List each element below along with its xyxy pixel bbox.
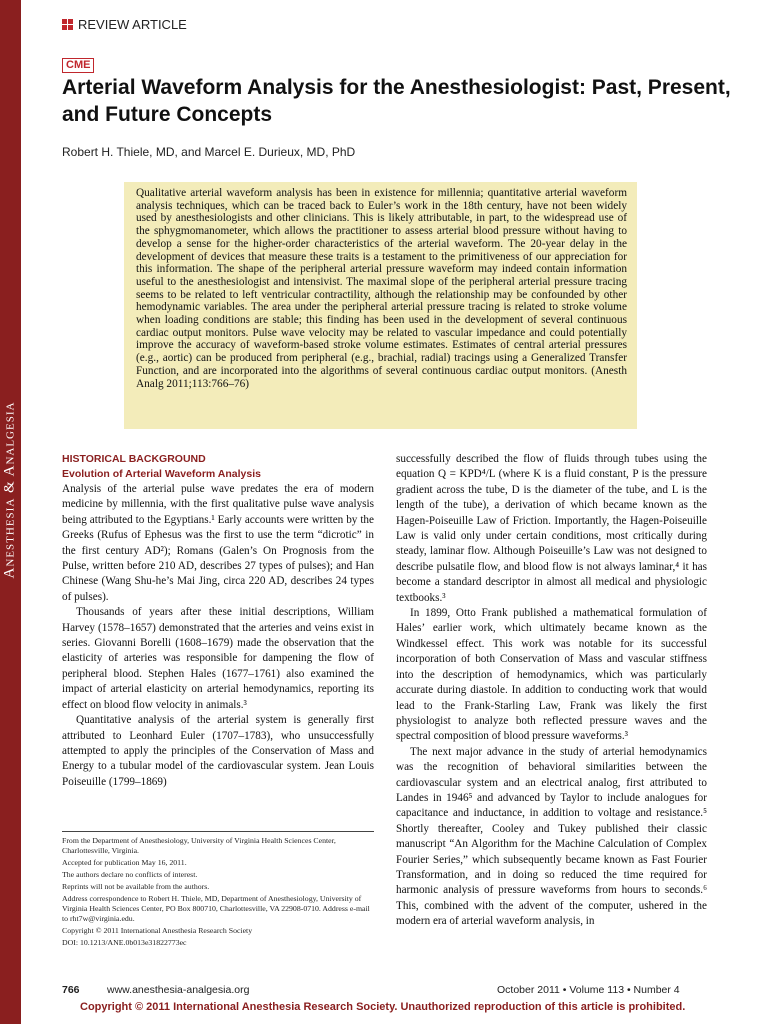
footnote-conflicts: The authors declare no conflicts of interest. xyxy=(62,870,198,879)
cme-badge: CME xyxy=(62,58,94,73)
body-paragraph: Thousands of years after these initial descriptions, William Harvey (1578–1657) demonstrated that the arteries and veins exist in series. Giovanni Borelli (1608–1679) made the observation that the elasticity of arteries was responsible for dampening the flow of peripheral blood. Stephen Hales (1677–1761) also examined the impact of arterial elasticity on arterial hemodynamics, reporting its effect on blood flow velocity in animals.³ xyxy=(62,606,374,711)
review-grid-icon xyxy=(62,19,73,30)
journal-website[interactable]: www.anesthesia-analgesia.org xyxy=(107,984,250,996)
page-number: 766 xyxy=(62,984,80,996)
body-paragraph: In 1899, Otto Frank published a mathematical formulation of Hales’ earlier work, which ultimately became known as the Windkessel effect. This work was notable for its successful incorporation of both Conservation of Mass and vascular stiffness into the description of hemodynamics, which was particularly accurate during diastole. In addition to conducting work that would lead to the Frank-Starling Law, Frank was likely the first physiologist to analyze both reflected pressure waves and the spectral composition of blood pressure waveforms.³ xyxy=(396,607,707,743)
article-title: Arterial Waveform Analysis for the Anesthesiologist: Past, Present, and Future Concepts xyxy=(62,76,731,126)
footnote-correspondence: Address correspondence to Robert H. Thiele, MD, Department of Anesthesiology, University of Virginia Health Sciences Center, PO Box 800710, Charlottesville, VA 22908-0710. Address e-mail to rht7w@virginia.edu. xyxy=(62,894,370,923)
body-paragraph: The next major advance in the study of arterial hemodynamics was the recognition of behavioral similarities between the cardiovascular system and an electrical analog, first attributed to Landes in 1946⁵ and advanced by Taylor to include analogues for capacitance and inductance, in addition to voltage and resistance.⁵ Shortly thereafter, Cooley and Tukey published their classic manuscript “An Algorithm for the Machine Calculation of Complex Fourier Series,” which subsequently became known as Fast Fourier Transformation, and in doing so reduced the time required for harmonic analysis of pressure waveforms from hours to seconds.⁶ This, combined with the advent of the computer, ushered in the modern era of arterial waveform analysis, in xyxy=(396,745,707,928)
section-heading: HISTORICAL BACKGROUND xyxy=(62,453,206,465)
body-paragraph: Quantitative analysis of the arterial system is generally first attributed to Leonhard Euler (1707–1783), who unsuccessfully attempted to apply the principles of the Conservation of Mass and Energy to a tubular model of the cardiovascular system. Jean Louis Poiseuille (1799–1869) xyxy=(62,714,374,788)
journal-name: Anesthesia & Analgesia xyxy=(1,401,18,579)
footnote-doi: DOI: 10.1213/ANE.0b013e31822773ec xyxy=(62,938,187,947)
journal-sidebar xyxy=(0,0,21,1024)
subsection-heading: Evolution of Arterial Waveform Analysis xyxy=(62,468,261,480)
abstract-box: Qualitative arterial waveform analysis has been in existence for millennia; quantitative arterial waveform analysis techniques, which can be traced back to Euler’s work in the 18th century, have not been widely used by anesthesiologists and other clinicians. This is likely attributable, in part, to the widespread use of the sphygmomanometer, which allows the practitioner to assess arterial blood pressure without having to develop a sense for the higher-order characteristics of the arterial waveform. The 20-year delay in the development of devices that measure these traits is a testament to the primitiveness of our appreciation for this information. The shape of the peripheral arterial pressure waveform may indeed contain information useful to the anesthesiologist and intensivist. The maximal slope of the peripheral arterial pressure tracing seems to be related to left ventricular contractility, although the relationship may be confounded by other hemodynamic variables. The area under the peripheral arterial pressure tracing is related to stroke volume when loading conditions are stable; this finding has been used in the development of several continuous cardiac output monitors. Pulse wave velocity may be related to vascular impedance and could potentially improve the accuracy of waveform-based stroke volume estimates. Estimates of central arterial pressures (e.g., aortic) can be produced from peripheral (e.g., brachial, radial) tracings using a Generalized Transfer Function, and are incorporated into the algorithms of several continuous cardiac output monitors. (Anesth Analg 2011;113:766–76) xyxy=(124,182,637,429)
copyright-notice: Copyright © 2011 International Anesthesia Research Society. Unauthorized reproduction of this article is prohibited. xyxy=(80,1001,686,1013)
issue-info: October 2011 • Volume 113 • Number 4 xyxy=(497,984,680,996)
footnote-accepted: Accepted for publication May 16, 2011. xyxy=(62,858,187,867)
right-column xyxy=(396,452,707,960)
section-label-text: REVIEW ARTICLE xyxy=(78,17,187,32)
body-paragraph: successfully described the flow of fluids through tubes using the equation Q = KPD⁴/L (where K is a fluid constant, P is the pressure gradient across the tube, D is the diameter of the tube, and L is the length of the tube), a derivation of which became known as the Hagen-Poiseuille Law of Friction. Importantly, the Hagen-Poiseuille Law is valid only under certain conditions, most critically during steady, laminar flow. Although Poiseuille’s Law was not designed to describe pulsatile flow, and blood flow is not always laminar,⁴ it has become a standard descriptor in almost all medical and physiologic textbooks.³ xyxy=(396,453,707,604)
footnote-reprints: Reprints will not be available from the authors. xyxy=(62,882,210,891)
left-column xyxy=(62,452,374,838)
footnote-copyright: Copyright © 2011 International Anesthesia Research Society xyxy=(62,926,253,935)
author-list: Robert H. Thiele, MD, and Marcel E. Durieux, MD, PhD xyxy=(62,145,356,159)
body-paragraph: Analysis of the arterial pulse wave predates the era of modern medicine by millennia, with the first qualitative pulse wave analysis being attributed to the Egyptians.¹ Early accounts were written by the Greeks (Rufus of Ephesus was the first to use the term “dicrotic” in the first century AD²); Romans (Galen’s On Prognosis from the Pulse, written before 210 AD, describes 27 types of pulses); and Han Chinese (Wang Shu-he’s Mai Jing, circa 220 AD, describes 24 types of pulses). xyxy=(62,483,374,603)
section-label xyxy=(62,17,187,32)
footnote-affiliation: From the Department of Anesthesiology, University of Virginia Health Sciences Center, Charlottesville, Virginia. xyxy=(62,836,336,855)
footnotes xyxy=(62,831,374,950)
